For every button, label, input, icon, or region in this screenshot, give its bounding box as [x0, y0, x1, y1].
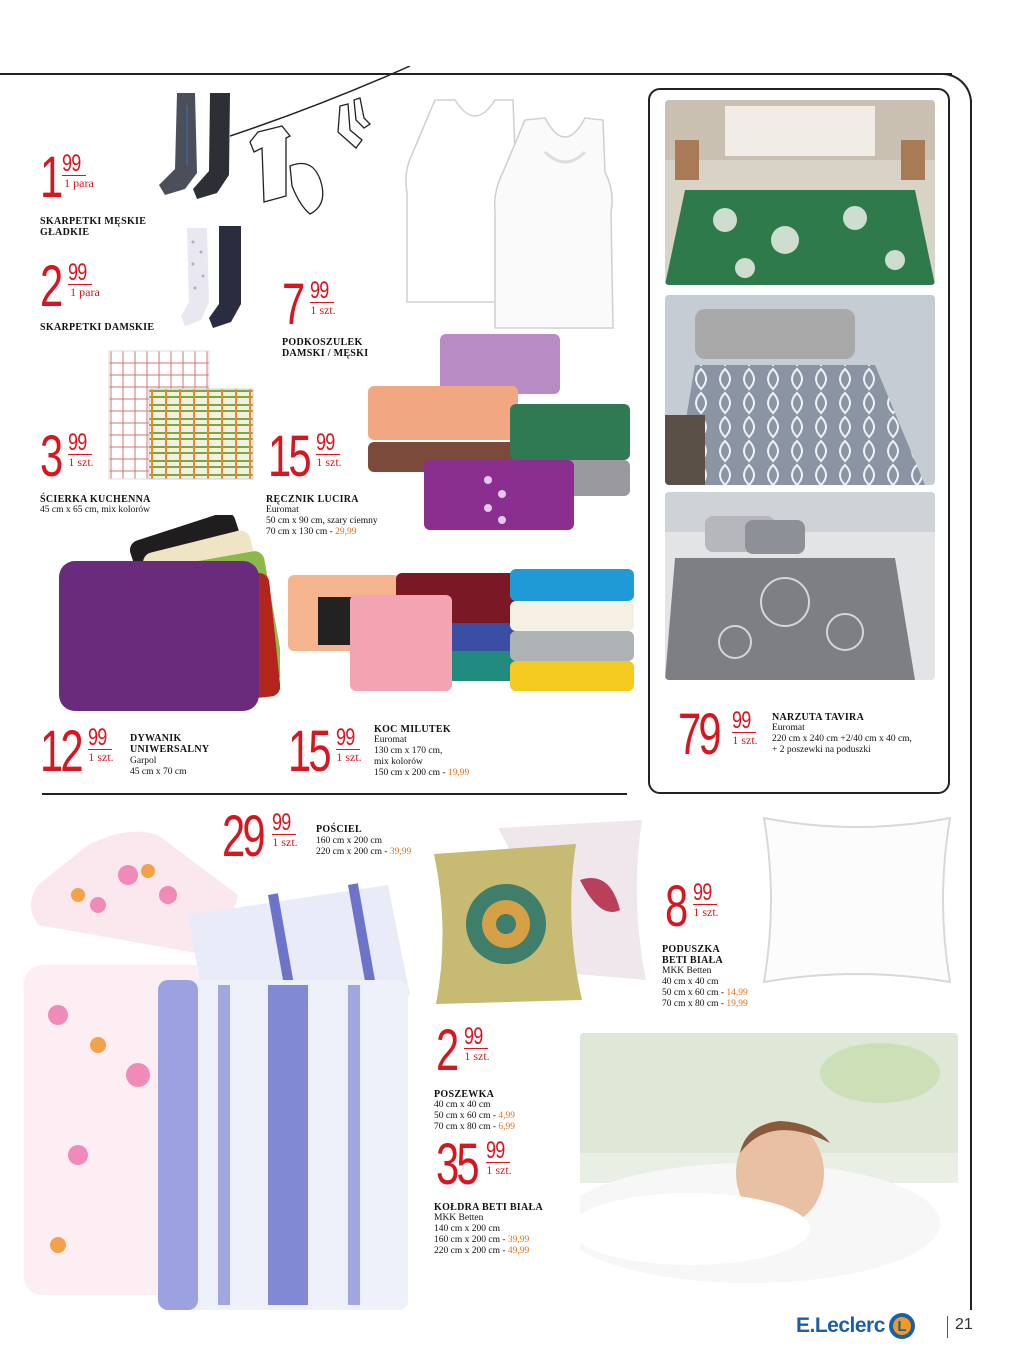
footer-divider	[947, 1316, 948, 1338]
blanket-desc3-price: 19,99	[447, 768, 470, 778]
brand-logo-text: E.Leclerc	[796, 1314, 885, 1337]
bedspread-grey-trellis-photo	[665, 295, 935, 485]
pillow-desc2-size: 50 cm x 60 cm	[662, 988, 719, 998]
price-cents: 99	[732, 710, 756, 733]
price-unit: 1 para	[64, 176, 94, 190]
pillowcases-photo	[430, 820, 660, 1010]
duvet-desc3-price: 49,99	[507, 1246, 530, 1256]
pillow-brand: MKK Betten	[662, 966, 712, 976]
price-main: 35	[436, 1132, 477, 1197]
price-unit: 1 szt.	[316, 455, 342, 469]
towel-brand: Euromat	[266, 505, 299, 515]
rug-brand: Garpol	[130, 756, 157, 766]
bedding-name: POŚCIEL	[316, 824, 363, 835]
socks-mens-name: SKARPETKI MĘSKIE GŁADKIE	[40, 216, 147, 238]
blanket-desc2: mix kolorów	[374, 757, 423, 767]
blanket-brand: Euromat	[374, 735, 407, 745]
brand-logo-letter: L	[897, 1317, 907, 1335]
blanket-price	[288, 719, 368, 784]
page-number: 21	[955, 1316, 973, 1333]
pillowcase-desc3-price: 6,99	[498, 1122, 516, 1132]
blanket-desc3-size: 150 cm x 200 cm	[374, 768, 440, 778]
mens-socks-photo	[155, 85, 250, 205]
bedspread-name: NARZUTA TAVIRA	[772, 712, 865, 723]
socks-womens-price	[40, 254, 102, 319]
price-cents: 99	[68, 262, 92, 285]
price-unit: 1 szt.	[464, 1049, 490, 1063]
duvet-brand: MKK Betten	[434, 1213, 484, 1223]
price-unit: 1 szt.	[310, 303, 336, 317]
duvet-desc3-size: 220 cm x 200 cm	[434, 1246, 500, 1256]
rug-name: DYWANIK UNIWERSALNY	[130, 733, 210, 755]
frame-right-rule	[970, 100, 972, 1310]
towel-desc1: 50 cm x 90 cm, szary ciemny	[266, 516, 378, 526]
pillow-price	[665, 874, 725, 939]
price-unit: 1 szt.	[336, 750, 362, 764]
price-main: 15	[268, 424, 309, 489]
pillow-name: PODUSZKA BETI BIAŁA	[662, 944, 724, 966]
price-cents: 99	[464, 1026, 488, 1049]
price-main: 3	[40, 424, 61, 489]
bedding-price	[222, 804, 304, 869]
pillowcase-price	[436, 1018, 496, 1083]
price-main: 2	[436, 1018, 457, 1083]
price-unit: 1 szt.	[693, 905, 719, 919]
bedding-desc2-size: 220 cm x 200 cm	[316, 847, 382, 857]
price-main: 12	[40, 719, 81, 784]
price-cents: 99	[486, 1140, 510, 1163]
price-main: 2	[40, 254, 61, 319]
towel-name: RĘCZNIK LUCIRA	[266, 494, 359, 505]
price-unit: 1 szt.	[486, 1163, 512, 1177]
price-main: 8	[665, 874, 686, 939]
price-unit: 1 szt.	[68, 455, 94, 469]
socks-womens-name: SKARPETKI DAMSKIE	[40, 322, 155, 333]
towel-desc2-price: 29,99	[335, 527, 357, 537]
duvet-desc3: 220 cm x 200 cm - 49,99	[434, 1246, 530, 1256]
price-main: 79	[678, 702, 719, 767]
pillow-desc3-size: 70 cm x 80 cm	[662, 999, 719, 1009]
duvet-desc2-price: 39,99	[507, 1235, 530, 1245]
brand-logo	[796, 1310, 915, 1342]
price-unit: 1 szt.	[272, 835, 298, 849]
price-cents: 99	[310, 280, 334, 303]
rugs-photo	[45, 515, 280, 720]
towel-price	[268, 424, 348, 489]
tanktop-name: PODKOSZULEK DAMSKI / MĘSKI	[282, 337, 369, 359]
kitchen-cloths-photo	[105, 345, 255, 485]
mid-rule	[42, 793, 627, 795]
tanktop-price	[282, 272, 342, 337]
womens-socks-photo	[175, 222, 260, 332]
blankets-photo	[288, 565, 640, 695]
price-unit: 1 para	[70, 285, 100, 299]
rug-price	[40, 719, 120, 784]
price-cents: 99	[316, 432, 340, 455]
blanket-desc1: 130 cm x 170 cm,	[374, 746, 443, 756]
cloth-desc: 45 cm x 65 cm, mix kolorów	[40, 505, 151, 515]
pillow-desc3: 70 cm x 80 cm - 19,99	[662, 999, 748, 1009]
duvet-name: KOŁDRA BETI BIAŁA	[434, 1202, 544, 1213]
price-cents: 99	[68, 432, 92, 455]
clothesline-illustration	[230, 66, 415, 216]
pillow-desc3-price: 19,99	[726, 999, 748, 1009]
towel-desc2-size: 70 cm x 130 cm	[266, 527, 328, 537]
blanket-desc3: 150 cm x 200 cm - 19,99	[374, 768, 470, 778]
price-unit: 1 szt.	[88, 750, 114, 764]
price-cents: 99	[272, 812, 296, 835]
pillowcase-desc3-size: 70 cm x 80 cm	[434, 1122, 491, 1132]
pillowcase-desc2: 50 cm x 60 cm - 4,99	[434, 1111, 516, 1121]
pillow-desc2: 50 cm x 60 cm - 14,99	[662, 988, 748, 998]
bedspread-price	[678, 702, 764, 767]
duvet-desc2: 160 cm x 200 cm - 39,99	[434, 1235, 530, 1245]
duvet-price	[436, 1132, 518, 1197]
tank-tops-photo	[395, 92, 630, 332]
price-main: 15	[288, 719, 329, 784]
towel-desc2: 70 cm x 130 cm - 29,99	[266, 527, 357, 537]
pillowcase-desc2-size: 50 cm x 60 cm	[434, 1111, 491, 1121]
sleeping-woman-photo	[580, 1033, 958, 1295]
socks-mens-price	[40, 145, 96, 210]
pillow-desc2-price: 14,99	[726, 988, 748, 998]
bedding-desc2-price: 39,99	[389, 847, 412, 857]
blanket-name: KOC MILUTEK	[374, 724, 451, 735]
price-cents: 99	[62, 153, 86, 176]
top-rule	[0, 73, 952, 75]
bedspread-tropical-photo	[665, 100, 935, 285]
pillow-desc1: 40 cm x 40 cm	[662, 977, 719, 987]
bedspread-desc1: 220 cm x 240 cm +2/40 cm x 40 cm,	[772, 734, 912, 744]
price-main: 1	[40, 145, 61, 210]
bedding-photo	[18, 815, 428, 1315]
brand-logo-icon	[889, 1313, 915, 1339]
price-cents: 99	[88, 727, 112, 750]
duvet-desc1: 140 cm x 200 cm	[434, 1224, 500, 1234]
price-cents: 99	[336, 727, 360, 750]
towels-photo	[368, 330, 640, 540]
cloth-name: ŚCIERKA KUCHENNA	[40, 494, 151, 505]
pillowcase-name: POSZEWKA	[434, 1089, 495, 1100]
price-main: 29	[222, 804, 263, 869]
cloth-price	[40, 424, 100, 489]
bedspread-paisley-photo	[665, 492, 935, 680]
bedspread-brand: Euromat	[772, 723, 805, 733]
bedding-desc2: 220 cm x 200 cm - 39,99	[316, 847, 412, 857]
rug-desc: 45 cm x 70 cm	[130, 767, 187, 777]
duvet-desc2-size: 160 cm x 200 cm	[434, 1235, 500, 1245]
pillowcase-desc3: 70 cm x 80 cm - 6,99	[434, 1122, 516, 1132]
white-pillow-photo	[750, 810, 965, 990]
price-main: 7	[282, 272, 303, 337]
price-unit: 1 szt.	[732, 733, 758, 747]
pillowcase-desc1: 40 cm x 40 cm	[434, 1100, 491, 1110]
pillowcase-desc2-price: 4,99	[498, 1111, 516, 1121]
bedspread-desc2: + 2 poszewki na poduszki	[772, 745, 871, 755]
price-cents: 99	[693, 882, 717, 905]
bedding-desc1: 160 cm x 200 cm	[316, 836, 382, 846]
